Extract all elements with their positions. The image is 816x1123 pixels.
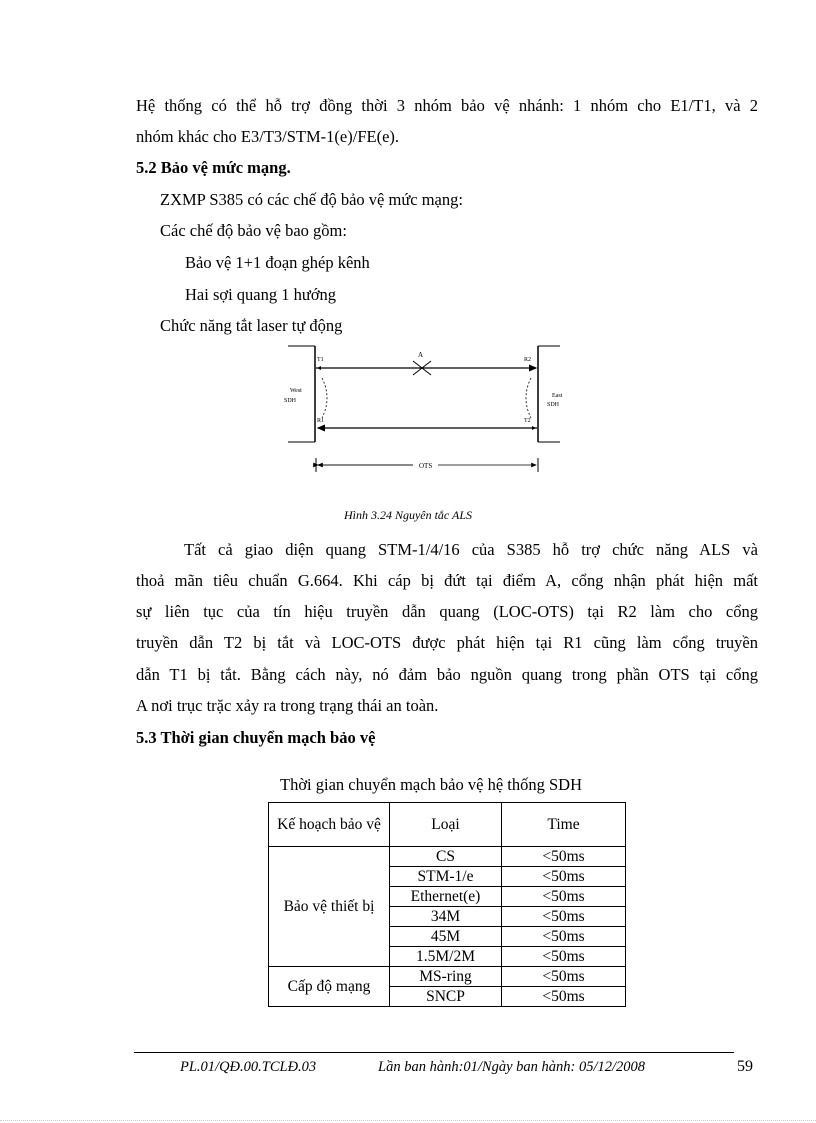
time-cell: <50ms bbox=[502, 987, 626, 1007]
footer-rule bbox=[134, 1052, 734, 1053]
table-caption: Thời gian chuyển mạch bảo vệ hệ thống SDH bbox=[280, 775, 582, 794]
header-type: Loại bbox=[390, 803, 502, 847]
footer-doc-code: PL.01/QĐ.00.TCLĐ.03 bbox=[180, 1059, 317, 1075]
table-row bbox=[269, 967, 626, 987]
type-cell: STM-1/e bbox=[390, 867, 502, 887]
west-loopback bbox=[322, 378, 327, 418]
footer-issue-info: Lần ban hành:01/Ngày ban hành: 05/12/2008 bbox=[378, 1059, 646, 1075]
figure-caption: Hình 3.24 Nguyên tắc ALS bbox=[343, 508, 473, 522]
section-heading-5-2: 5.2 Bảo vệ mức mạng. bbox=[136, 158, 291, 177]
page-bottom-divider bbox=[0, 1120, 816, 1121]
west-node bbox=[288, 346, 315, 442]
group-device-protection bbox=[269, 847, 390, 967]
time-cell: <50ms bbox=[502, 927, 626, 947]
header-plan: Kế hoạch bảo vệ bbox=[269, 803, 390, 847]
body-line-5: dẫn T1 bị tắt. Bằng cách này, nó đảm bảo nguồn quang trong phần OTS tại cổng bbox=[136, 665, 758, 684]
type-cell: 45M bbox=[390, 927, 502, 947]
table-header-row bbox=[269, 803, 626, 847]
section-heading-5-3: 5.3 Thời gian chuyển mạch bảo vệ bbox=[136, 728, 376, 747]
intro-line-1: Hệ thống có thể hỗ trợ đồng thời 3 nhóm bảo vệ nhánh: 1 nhóm cho E1/T1, và 2 bbox=[136, 96, 758, 115]
label-r2: R2 bbox=[524, 357, 532, 363]
type-cell: MS-ring bbox=[390, 967, 502, 987]
time-cell: <50ms bbox=[502, 907, 626, 927]
time-cell: <50ms bbox=[502, 887, 626, 907]
time-cell: <50ms bbox=[502, 847, 626, 867]
east-loopback bbox=[526, 378, 531, 418]
group-device-label: Bảo vệ thiết bị bbox=[283, 897, 375, 915]
header-time: Time bbox=[502, 803, 626, 847]
body-line-3: sự liên tục của tín hiệu truyền dẫn quang (LOC-OTS) tại R2 làm cho cổng bbox=[136, 602, 758, 621]
mode-2: Hai sợi quang 1 hướng bbox=[185, 285, 337, 304]
type-cell: SNCP bbox=[390, 987, 502, 1007]
type-cell: CS bbox=[390, 847, 502, 867]
body-line-4: truyền dẫn T2 bị tắt và LOC-OTS được phát hiện tại R1 cũng làm cổng truyền bbox=[136, 633, 758, 652]
group-network-level: Cấp độ mạng bbox=[269, 967, 390, 1007]
label-a: A bbox=[418, 351, 424, 359]
label-t1: T1 bbox=[317, 357, 324, 363]
body-line-2: thoả mãn tiêu chuẩn G.664. Khi cáp bị đứt tại điểm A, cổng nhận phát hiện mất bbox=[136, 571, 758, 590]
body-line-1: Tất cả giao diện quang STM-1/4/16 của S385 hỗ trợ chức năng ALS và bbox=[184, 540, 758, 559]
t1-port-marker bbox=[317, 366, 321, 370]
protection-modes-line: Các chế độ bảo vệ bao gồm: bbox=[160, 221, 347, 240]
mode-1: Bảo vệ 1+1 đoạn ghép kênh bbox=[185, 253, 370, 272]
time-cell: <50ms bbox=[502, 967, 626, 987]
ots-label: OTS bbox=[419, 462, 433, 470]
body-line-6: A nơi trục trặc xảy ra trong trạng thái an toàn. bbox=[136, 696, 439, 715]
table-row bbox=[269, 847, 626, 867]
east-sdh-label: SDH bbox=[547, 402, 560, 408]
label-r1: R1 bbox=[317, 418, 325, 424]
als-diagram bbox=[270, 340, 570, 478]
label-t2: T2 bbox=[524, 418, 531, 424]
als-line: Chức năng tắt laser tự động bbox=[160, 316, 343, 335]
protection-time-table bbox=[268, 802, 626, 1007]
west-sdh-label: SDH bbox=[284, 398, 297, 404]
page-number: 59 bbox=[737, 1058, 753, 1075]
type-cell: 1.5M/2M bbox=[390, 947, 502, 967]
type-cell: 34M bbox=[390, 907, 502, 927]
intro-line-2: nhóm khác cho E3/T3/STM-1(e)/FE(e). bbox=[136, 127, 400, 146]
east-label: East bbox=[552, 393, 563, 399]
time-cell: <50ms bbox=[502, 867, 626, 887]
west-label: West bbox=[290, 388, 302, 394]
zxmp-line: ZXMP S385 có các chế độ bảo vệ mức mạng: bbox=[160, 190, 463, 209]
type-cell: Ethernet(e) bbox=[390, 887, 502, 907]
time-cell: <50ms bbox=[502, 947, 626, 967]
t2-port-marker bbox=[532, 426, 536, 430]
